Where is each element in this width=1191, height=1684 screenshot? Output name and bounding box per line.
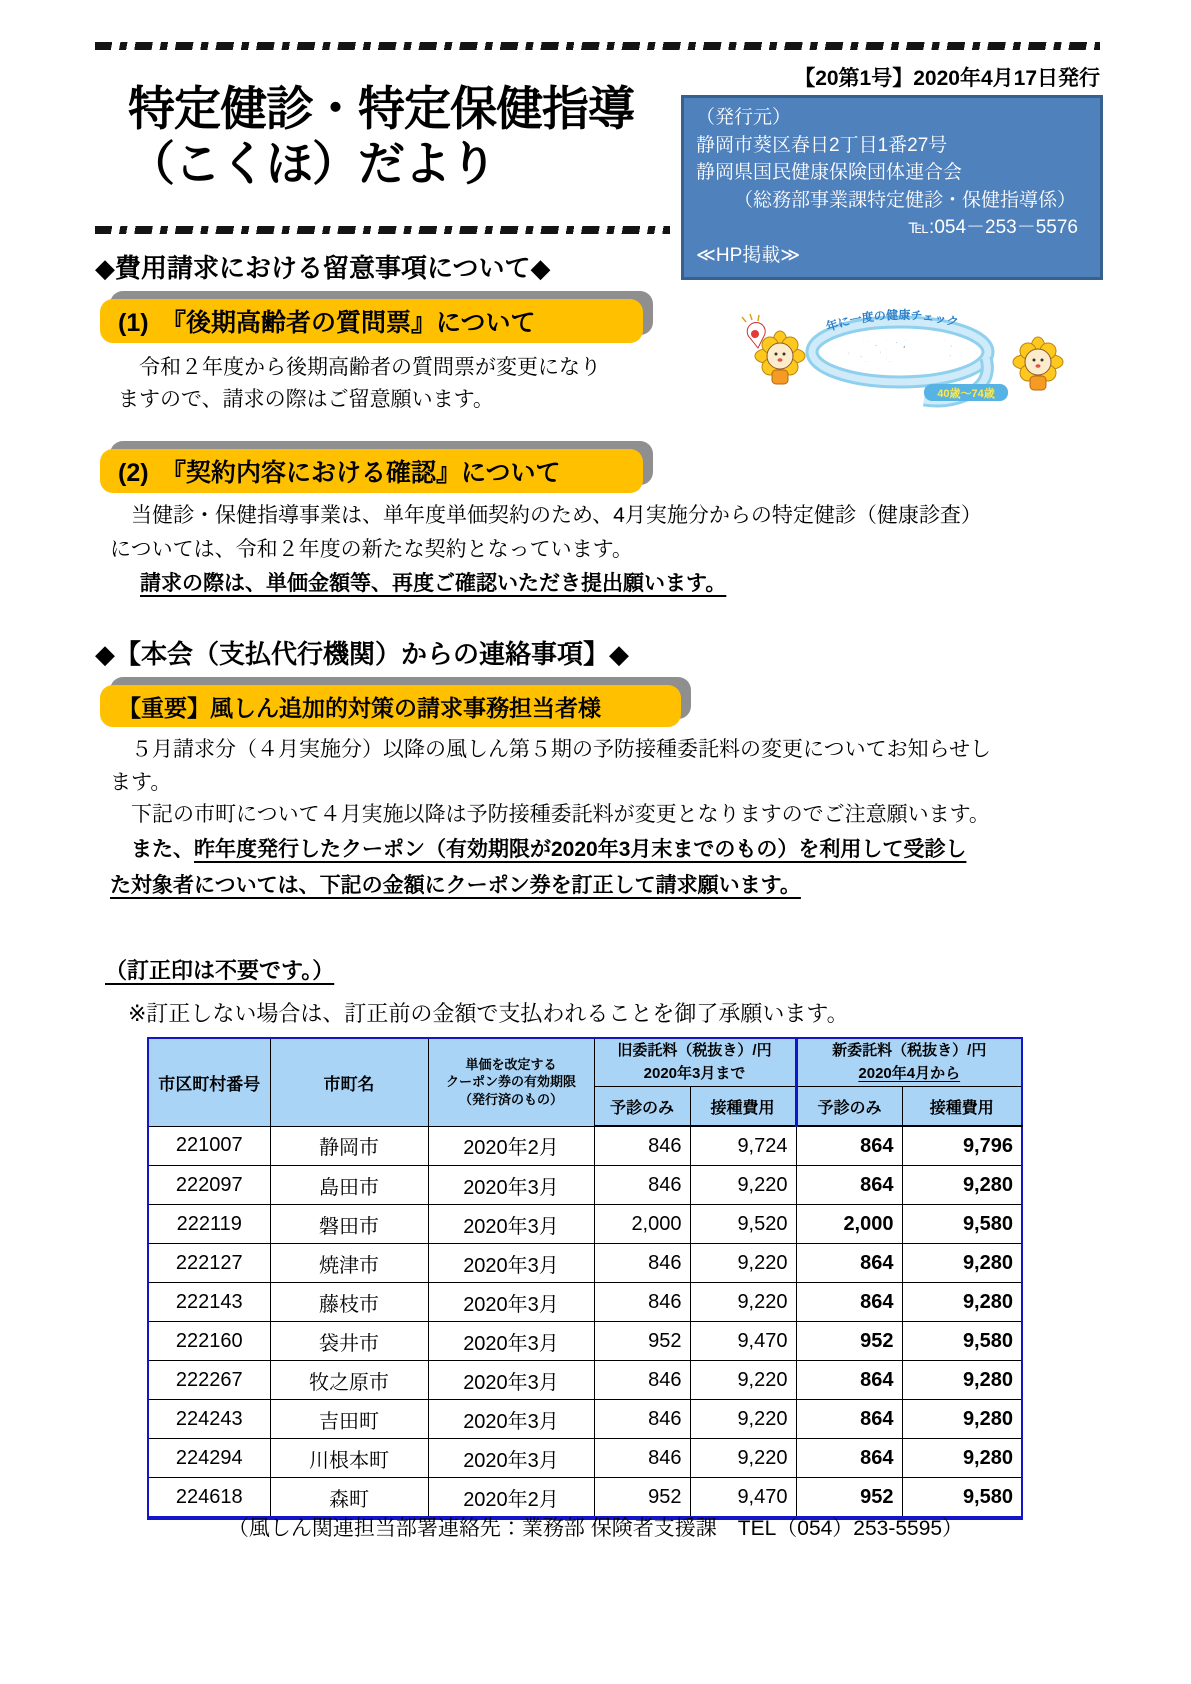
cell-old-vaccination: 9,220 (690, 1283, 796, 1322)
cell-city-name: 川根本町 (270, 1439, 428, 1478)
cell-new-vaccination: 9,280 (902, 1439, 1022, 1478)
item2-body-line2: については、令和２年度の新たな契約となっています。 (110, 538, 633, 561)
item1-title-banner (100, 299, 643, 343)
contact-p3-prefix: また、 (110, 838, 194, 861)
item2-title: (2) 『契約内容における確認』について (118, 459, 561, 487)
cell-city-code: 222097 (148, 1166, 270, 1205)
cell-coupon-expiry: 2020年2月 (428, 1478, 594, 1519)
cell-new-prescreen: 2,000 (796, 1205, 902, 1244)
top-dash-rule (95, 42, 1100, 50)
header-old-vaccination: 接種費用 (690, 1087, 796, 1127)
mascot-tape-label: 特定健診 (846, 337, 954, 367)
cell-city-name: 吉田町 (270, 1400, 428, 1439)
item2-title-banner (100, 449, 643, 493)
item2-body-line1: 当健診・保健指導事業は、単年度単価契約のため、4月実施分からの特定健診（健康診査） (110, 504, 982, 527)
cell-city-name: 袋井市 (270, 1322, 428, 1361)
mid-dash-rule (95, 226, 670, 234)
cell-old-vaccination: 9,220 (690, 1400, 796, 1439)
cell-city-name: 森町 (270, 1478, 428, 1519)
cell-new-vaccination: 9,280 (902, 1283, 1022, 1322)
cell-city-name: 焼津市 (270, 1244, 428, 1283)
table-row (148, 1283, 1022, 1322)
cell-coupon-expiry: 2020年3月 (428, 1166, 594, 1205)
cell-old-prescreen: 846 (594, 1244, 690, 1283)
fee-table-body (148, 1126, 1022, 1518)
cell-coupon-expiry: 2020年3月 (428, 1322, 594, 1361)
cell-old-prescreen: 846 (594, 1166, 690, 1205)
table-row (148, 1322, 1022, 1361)
cell-new-prescreen: 864 (796, 1439, 902, 1478)
mascot-tagline: 年に一度の健康チェック (824, 307, 960, 335)
item1-body-line1: 令和２年度から後期高齢者の質問票が変更になり (118, 356, 601, 379)
cell-old-prescreen: 952 (594, 1478, 690, 1519)
cell-city-code: 224618 (148, 1478, 270, 1519)
publisher-box (681, 95, 1103, 280)
publisher-address: 静岡市葵区春日2丁目1番27号 (696, 134, 948, 156)
item1-body (118, 352, 698, 416)
item2-body (110, 499, 1100, 567)
cell-city-code: 221007 (148, 1126, 270, 1166)
header-coupon-expiry-line2: クーポン券の有効期限 (445, 1074, 576, 1090)
contact-p3-emphasis1: 昨年度発行したクーポン（有効期限が2020年3月末までのもの）を利用して受診し (194, 838, 967, 861)
header-city-code: 市区町村番号 (148, 1038, 270, 1126)
cell-old-vaccination: 9,724 (690, 1126, 796, 1166)
cell-old-vaccination: 9,520 (690, 1205, 796, 1244)
cell-coupon-expiry: 2020年3月 (428, 1244, 594, 1283)
contact-p3-emphasis2: た対象者については、下記の金額にクーポン券を訂正して請求願います。 (110, 874, 801, 897)
cell-new-prescreen: 952 (796, 1478, 902, 1519)
cell-new-prescreen: 864 (796, 1126, 902, 1166)
table-row (148, 1244, 1022, 1283)
publisher-hp-note: ≪HP掲載≫ (696, 244, 801, 266)
contact-p1-line2: ます。 (110, 771, 172, 794)
cell-city-name: 藤枝市 (270, 1283, 428, 1322)
cell-city-code: 222143 (148, 1283, 270, 1322)
cell-new-prescreen: 864 (796, 1166, 902, 1205)
cell-new-prescreen: 952 (796, 1322, 902, 1361)
cell-city-code: 222160 (148, 1322, 270, 1361)
cell-old-prescreen: 846 (594, 1126, 690, 1166)
sunflower-mascot-right (1013, 337, 1063, 390)
header-new-fee-line2: 2020年4月から (858, 1064, 961, 1082)
contact-p3-line1 (110, 832, 1110, 868)
table-row (148, 1400, 1022, 1439)
cell-new-vaccination: 9,580 (902, 1478, 1022, 1519)
section-heading-billing: ◆費用請求における留意事項について◆ (95, 253, 551, 283)
header-coupon-expiry (428, 1038, 594, 1126)
header-new-vaccination: 接種費用 (902, 1087, 1022, 1127)
contact-p1-line1: ５月請求分（４月実施分）以降の風しん第５期の予防接種委託料の変更についてお知らせし (110, 738, 991, 761)
contact-paragraph4: （訂正印は不要です。） (105, 958, 335, 983)
contact-paragraph1 (110, 733, 1105, 799)
cell-new-vaccination: 9,280 (902, 1166, 1022, 1205)
cell-old-vaccination: 9,220 (690, 1166, 796, 1205)
cell-new-vaccination: 9,580 (902, 1205, 1022, 1244)
contact-paragraph5: ※訂正しない場合は、訂正前の金額で支払われることを御了承願います。 (128, 1001, 849, 1026)
age-range-label: 40歳～74歳 (937, 388, 995, 400)
cell-new-prescreen: 864 (796, 1361, 902, 1400)
header-coupon-expiry-line1: 単価を改定する (465, 1056, 557, 1072)
publisher-label: （発行元） (696, 107, 792, 128)
cell-coupon-expiry: 2020年3月 (428, 1361, 594, 1400)
table-row (148, 1439, 1022, 1478)
cell-old-prescreen: 846 (594, 1283, 690, 1322)
vaccination-fee-table (147, 1037, 1023, 1520)
header-old-fee-group (594, 1038, 796, 1087)
cell-new-vaccination: 9,580 (902, 1322, 1022, 1361)
cell-new-prescreen: 864 (796, 1283, 902, 1322)
item2-emphasis: 請求の際は、単価金額等、再度ご確認いただき提出願います。 (140, 572, 727, 595)
important-title-banner (100, 685, 681, 727)
page-title-line2: （こくほ）だより (128, 136, 496, 190)
cell-old-vaccination: 9,220 (690, 1244, 796, 1283)
footer-contact-note: （風しん関連担当部署連絡先：業務部 保険者支援課 TEL（054）253-5595） (227, 1517, 964, 1540)
cell-new-prescreen: 864 (796, 1244, 902, 1283)
header-new-prescreen: 予診のみ (796, 1087, 902, 1127)
table-row (148, 1126, 1022, 1166)
cell-city-name: 磐田市 (270, 1205, 428, 1244)
cell-city-name: 静岡市 (270, 1126, 428, 1166)
cell-old-vaccination: 9,220 (690, 1439, 796, 1478)
item1-body-line2: ますので、請求の際はご留意願います。 (118, 388, 494, 411)
header-old-prescreen: 予診のみ (594, 1087, 690, 1127)
contact-p3-line2 (110, 868, 1110, 904)
cell-new-vaccination: 9,280 (902, 1400, 1022, 1439)
cell-old-vaccination: 9,220 (690, 1361, 796, 1400)
cell-city-name: 島田市 (270, 1166, 428, 1205)
cell-new-prescreen: 864 (796, 1400, 902, 1439)
cell-city-code: 222267 (148, 1361, 270, 1400)
header-old-fee-line1: 旧委託料（税抜き）/円 (617, 1042, 772, 1059)
important-title: 【重要】風しん追加的対策の請求事務担当者様 (118, 694, 601, 721)
cell-coupon-expiry: 2020年3月 (428, 1439, 594, 1478)
cell-new-vaccination: 9,796 (902, 1126, 1022, 1166)
fee-table-wrap (147, 1037, 1023, 1520)
contact-paragraph2: 下記の市町について４月実施以降は予防接種委託料が変更となりますのでご注意願います。 (110, 803, 990, 826)
cell-city-code: 224243 (148, 1400, 270, 1439)
item1-title: (1) 『後期高齢者の質問票』について (118, 309, 536, 337)
page-title-line1: 特定健診・特定保健指導 (128, 82, 634, 135)
page-title (128, 82, 634, 192)
header-coupon-expiry-line3: （発行済のもの） (458, 1092, 563, 1108)
cell-old-prescreen: 846 (594, 1400, 690, 1439)
cell-old-prescreen: 846 (594, 1439, 690, 1478)
table-row (148, 1205, 1022, 1244)
contact-paragraph3 (110, 832, 1110, 904)
cell-new-vaccination: 9,280 (902, 1244, 1022, 1283)
cell-old-vaccination: 9,470 (690, 1478, 796, 1519)
header-new-fee-line1: 新委託料（税抜き）/円 (832, 1042, 987, 1059)
sunflower-mascot-left (742, 314, 805, 384)
table-row (148, 1166, 1022, 1205)
cell-old-prescreen: 952 (594, 1322, 690, 1361)
publisher-org: 静岡県国民健康保険団体連合会 (696, 162, 963, 184)
issue-line: 【20第1号】2020年4月17日発行 (794, 67, 1100, 90)
cell-coupon-expiry: 2020年3月 (428, 1205, 594, 1244)
publisher-tel: ℡:054－253－5576 (908, 217, 1078, 239)
section-heading-contact: ◆【本会（支払代行機関）からの連絡事項】◆ (95, 639, 629, 669)
cell-old-prescreen: 846 (594, 1361, 690, 1400)
cell-new-vaccination: 9,280 (902, 1361, 1022, 1400)
header-new-fee-group (796, 1038, 1022, 1087)
cell-old-vaccination: 9,470 (690, 1322, 796, 1361)
age-range-badge (924, 384, 1008, 401)
header-old-fee-line2: 2020年3月まで (643, 1064, 746, 1082)
cell-coupon-expiry: 2020年2月 (428, 1126, 594, 1166)
cell-coupon-expiry: 2020年3月 (428, 1283, 594, 1322)
publisher-dept: （総務部事業課特定健診・保健指導係） (734, 189, 1077, 211)
tokutei-kenshin-mascot-illustration (728, 296, 1073, 408)
cell-old-prescreen: 2,000 (594, 1205, 690, 1244)
cell-city-name: 牧之原市 (270, 1361, 428, 1400)
cell-city-code: 222127 (148, 1244, 270, 1283)
cell-city-code: 224294 (148, 1439, 270, 1478)
header-city-name: 市町名 (270, 1038, 428, 1126)
table-row (148, 1361, 1022, 1400)
cell-coupon-expiry: 2020年3月 (428, 1400, 594, 1439)
cell-city-code: 222119 (148, 1205, 270, 1244)
